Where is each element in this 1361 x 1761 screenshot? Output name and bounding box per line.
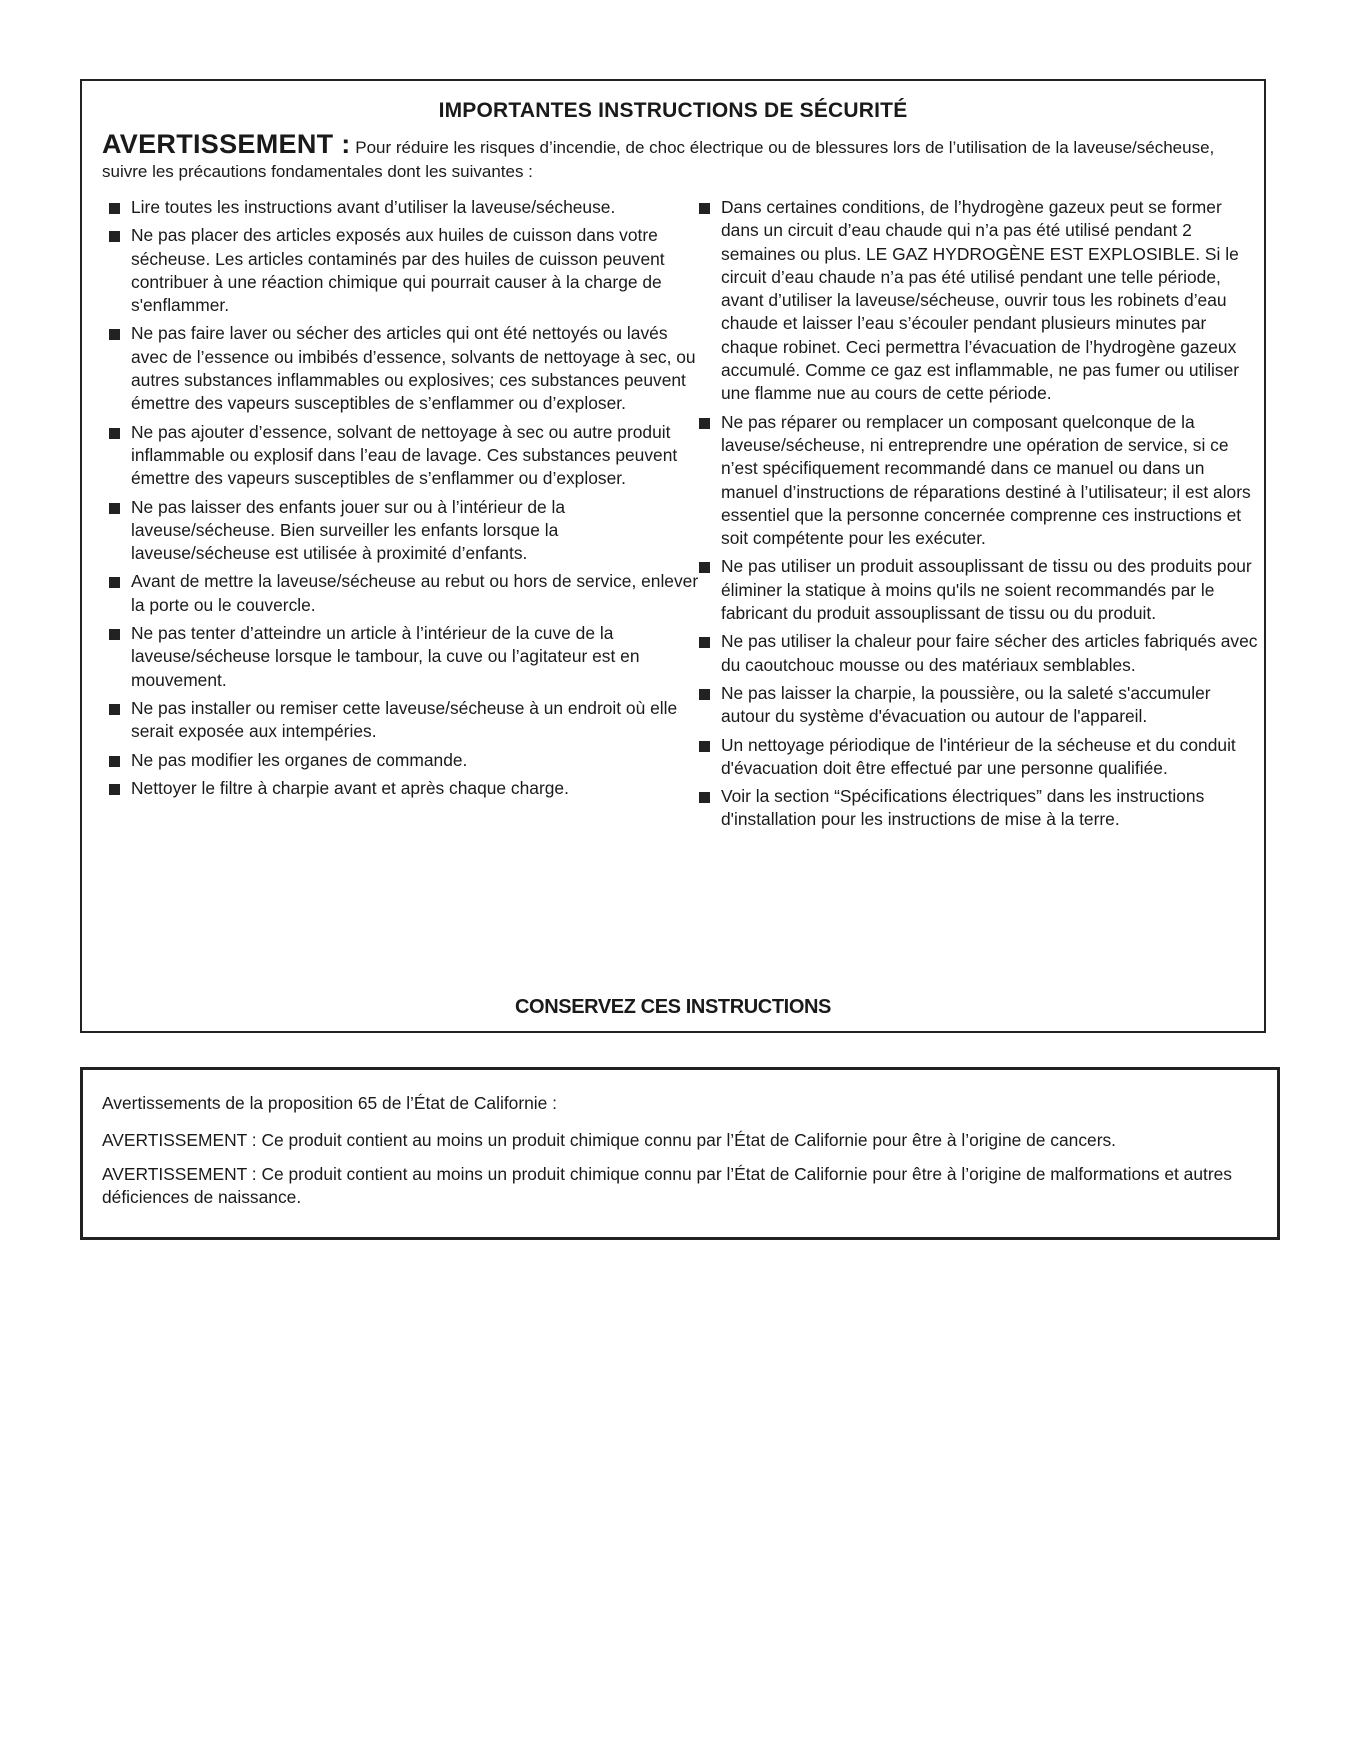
square-bullet-icon — [699, 418, 710, 429]
square-bullet-icon — [699, 637, 710, 648]
square-bullet-icon — [109, 784, 120, 795]
prop65-warning-box — [80, 1067, 1280, 1240]
list-item-text: Ne pas faire laver ou sécher des articles qui ont été nettoyés ou lavés avec de l’essence ou imbibés d’essence, solvants de nettoyage à sec, ou autres substances inflammables ou explosives; ces substances peuvent émettre des vapeurs susceptibles de s’enflammer ou d’exploser. — [131, 323, 696, 414]
square-bullet-icon — [109, 756, 120, 767]
save-instructions-footer: CONSERVEZ CES INSTRUCTIONS — [515, 996, 831, 1018]
list-item-text: Ne pas tenter d’atteindre un article à l’intérieur de la cuve de la laveuse/sécheuse lorsque le tambour, la cuve ou l’agitateur est en mouvement. — [131, 623, 640, 690]
list-item — [699, 682, 1259, 729]
square-bullet-icon — [699, 203, 710, 214]
square-bullet-icon — [699, 792, 710, 803]
safety-title: IMPORTANTES INSTRUCTIONS DE SÉCURITÉ — [438, 99, 908, 122]
safety-instructions-box — [80, 79, 1266, 1033]
list-item — [699, 630, 1259, 677]
prop65-birth-defects-warning: AVERTISSEMENT : Ce produit contient au moins un produit chimique connu par l’État de Californie pour être à l’origine de malformations et autres déficiences de naissance. — [102, 1164, 1232, 1207]
square-bullet-icon — [109, 428, 120, 439]
list-item-text: Lire toutes les instructions avant d’utiliser la laveuse/sécheuse. — [131, 197, 616, 217]
list-item-text: Avant de mettre la laveuse/sécheuse au rebut ou hors de service, enlever la porte ou le couvercle. — [131, 571, 699, 615]
list-item — [109, 749, 699, 772]
list-item-text: Ne pas installer ou remiser cette laveuse/sécheuse à un endroit où elle serait exposée aux intempéries. — [131, 697, 678, 742]
list-item — [699, 734, 1259, 781]
list-item — [699, 555, 1259, 625]
list-item-text: Ne pas placer des articles exposés aux huiles de cuisson dans votre sécheuse. Les articles contaminés par des huiles de cuisson peuvent contribuer à une réaction chimique qui pourrait causer à la charge de s'enflammer. — [131, 225, 665, 316]
list-item-text: Ne pas ajouter d’essence, solvant de nettoyage à sec ou autre produit inflammable ou explosif dans l’eau de lavage. Ces substances peuvent émettre des vapeurs susceptibles de s’enflammer ou d’exploser. — [131, 421, 678, 489]
list-item — [109, 622, 699, 692]
list-item — [109, 196, 699, 219]
warning-text: Pour réduire les risques d’incendie, de choc électrique ou de blessures lors de l’utilisation de la laveuse/sécheuse, suivre les précautions fondamentales dont les suivantes : — [102, 138, 1215, 181]
square-bullet-icon — [109, 704, 120, 715]
list-item-text: Ne pas utiliser un produit assouplissant de tissu ou des produits pour éliminer la statique à moins qu'ils ne soient recommandés par le fabricant du produit assouplissant de tissu ou du produit. — [721, 556, 1252, 624]
square-bullet-icon — [109, 203, 120, 214]
square-bullet-icon — [109, 629, 120, 640]
list-item — [109, 777, 699, 800]
list-item — [109, 224, 699, 317]
list-item-text: Ne pas réparer ou remplacer un composant quelconque de la laveuse/sécheuse, ni entreprendre une opération de service, si ce n’est spécifiquement recommandé dans ce manuel ou dans un manuel d’instructions de réparations destiné à l’utilisateur; il est alors essentiel que la personne concernée comprenne ces instructions et soit compétente pour les exécuter. — [721, 411, 1251, 549]
list-item-text: Ne pas laisser la charpie, la poussière, ou la saleté s'accumuler autour du système d'évacuation ou autour de l'appareil. — [721, 682, 1211, 727]
warning-intro — [102, 129, 1242, 184]
prop65-cancer-warning: AVERTISSEMENT : Ce produit contient au moins un produit chimique connu par l’État de Californie pour être à l’origine de cancers. — [102, 1130, 1117, 1150]
list-item — [109, 421, 699, 491]
square-bullet-icon — [699, 689, 710, 700]
list-item-text: Dans certaines conditions, de l’hydrogène gazeux peut se former dans un circuit d’eau chaude qui n’a pas été utilisé pendant 2 semaines ou plus. LE GAZ HYDROGÈNE EST EXPLOSIBLE. Si le circuit d’eau chaude n’a pas été utilisé pendant une telle période, avant d’utiliser la laveuse/sécheuse, ouvrir tous les robinets d’eau chaude et laisser l’eau s’écouler pendant plusieurs minutes par chaque robinet. Ceci permettra l’évacuation de l’hydrogène gazeux accumulé. Comme ce gaz est inflammable, ne pas fumer ou utiliser une flamme nue au cours de cette période. — [721, 197, 1240, 404]
list-item-text: Ne pas modifier les organes de commande. — [131, 749, 468, 770]
list-item — [699, 411, 1259, 551]
square-bullet-icon — [109, 231, 120, 242]
square-bullet-icon — [699, 562, 710, 573]
prop65-heading: Avertissements de la proposition 65 de l’État de Californie : — [102, 1093, 557, 1113]
list-item-text: Ne pas utiliser la chaleur pour faire sécher des articles fabriqués avec du caoutchouc mousse ou des matériaux semblables. — [721, 631, 1258, 675]
square-bullet-icon — [109, 503, 120, 514]
list-item — [109, 322, 699, 415]
list-item-text: Nettoyer le filtre à charpie avant et après chaque charge. — [131, 777, 569, 798]
list-item — [109, 496, 699, 566]
list-item-text: Un nettoyage périodique de l'intérieur de la sécheuse et du conduit d'évacuation doit être effectué par une personne qualifiée. — [721, 734, 1236, 778]
list-item — [109, 570, 699, 617]
warning-word: AVERTISSEMENT : — [102, 129, 351, 159]
list-item-text: Voir la section “Spécifications électriques” dans les instructions d'installation pour les instructions de mise à la terre. — [721, 786, 1205, 830]
square-bullet-icon — [699, 741, 710, 752]
list-item-text: Ne pas laisser des enfants jouer sur ou à l’intérieur de la laveuse/sécheuse. Bien surveiller les enfants lorsque la laveuse/sécheuse est utilisée à proximité d’enfants. — [131, 496, 566, 564]
square-bullet-icon — [109, 577, 120, 588]
right-instructions-list — [699, 196, 1259, 837]
left-instructions-list — [109, 196, 699, 805]
list-item — [699, 196, 1259, 406]
list-item — [699, 785, 1259, 832]
list-item — [109, 697, 699, 744]
square-bullet-icon — [109, 329, 120, 340]
